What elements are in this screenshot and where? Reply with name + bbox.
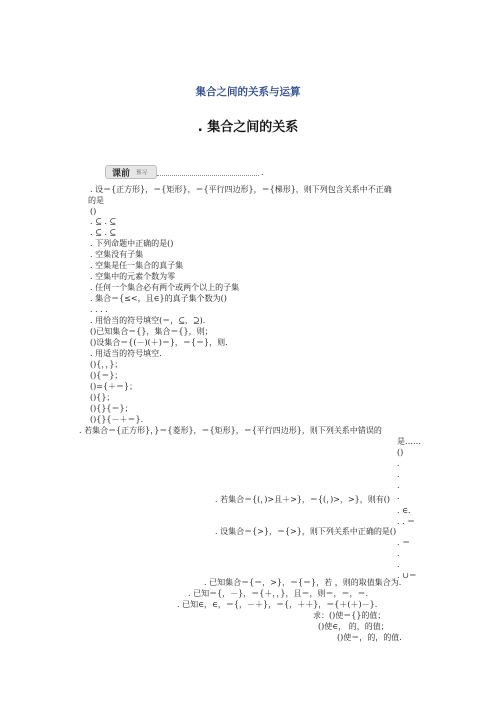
text-line: ()={＋＝}；	[90, 382, 138, 391]
page-title: 集合之间的关系与运算	[195, 86, 301, 98]
text-line: . 若集合＝{正方形}，}＝{菱形}，＝{矩形}，＝{平行四边形}，则下列关系中错误的	[79, 426, 382, 435]
text-line: . 空集没有子集	[90, 250, 144, 259]
text-line: . 设＝{正方形}，＝{矩形}，＝{平行四边形}，＝{梯形}，则下列包含关系中不正确	[90, 185, 392, 194]
text-line: ()	[90, 207, 97, 216]
text-line: (){}{＝}；	[90, 404, 133, 413]
text-line: .	[397, 492, 400, 501]
text-line: . 下列命题中正确的是()	[90, 239, 174, 248]
text-line: . 空集是任一集合的真子集	[90, 261, 184, 270]
text-line: . 用适当的符号填空.	[90, 349, 162, 358]
text-line: ()设集合＝{(－)(＋)＝}，＝{＝}，则.	[90, 338, 228, 347]
text-line: ()使＝，的，的值.	[337, 633, 402, 642]
text-line: . ∪＝	[397, 571, 417, 580]
banner-label: 课前	[112, 169, 131, 179]
text-line: . 任何一个集合必有两个或两个以上的子集	[90, 283, 240, 292]
text-line: (){＝}；	[90, 371, 123, 380]
banner-sub: 预习	[136, 170, 148, 176]
text-line: . ⊆ . ⊆	[90, 217, 117, 226]
text-line: ()已知集合＝{}，集合＝{}，则；	[90, 327, 213, 336]
text-line: ()	[397, 448, 404, 457]
text-line: 的是	[88, 196, 104, 205]
text-line: . 集合＝{≤<，且∈}的真子集个数为()	[90, 294, 227, 303]
text-line: . 已知集合＝{＝，>}，＝{＝}，若 ，则的取值集合为.	[204, 578, 402, 587]
text-line: . 空集中的元素个数为零	[90, 272, 176, 281]
text-line: .	[397, 560, 400, 569]
banner-dot: .	[261, 168, 264, 177]
text-line: (){}；	[90, 393, 115, 402]
text-line: (){，，}；	[90, 360, 123, 369]
text-line: . . . .	[90, 305, 108, 314]
text-line: .	[397, 459, 400, 468]
text-line: .	[397, 549, 400, 558]
text-line: . ⊆ . ⊆	[90, 228, 117, 237]
text-line: . ∈.	[397, 506, 411, 515]
text-line: . ＝	[397, 538, 411, 547]
text-line: (){}{－＋＝}.	[90, 415, 144, 424]
text-line: . 已知＝{，－}，＝{＋，，}，且＝，则＝，＝，＝.	[188, 589, 368, 598]
text-line: . 若集合＝{(，)>且＋>}，＝{(，)>，>}，则有()	[215, 495, 390, 504]
text-line: . 已知∈，∈，＝{，－＋}，＝{，＋＋}，＝{＋(＋)－}.	[177, 600, 378, 609]
text-line: . 用恰当的符号填空(＝，⊆，⊇).	[90, 316, 206, 325]
text-line: 是……	[397, 437, 421, 446]
banner-dotted-line	[157, 175, 259, 176]
text-line: .	[397, 481, 400, 490]
text-line: 求：()使＝{}的值；	[313, 611, 386, 620]
preview-banner	[105, 165, 265, 179]
text-line: . . ＝	[397, 517, 416, 526]
text-line: ()使∈， 的，的值；	[318, 622, 389, 631]
text-line: . 设集合＝{>}，＝{>}，则下列关系中正确的是()	[215, 527, 397, 536]
text-line: .	[397, 470, 400, 479]
section-title: . 集合之间的关系	[197, 120, 299, 135]
